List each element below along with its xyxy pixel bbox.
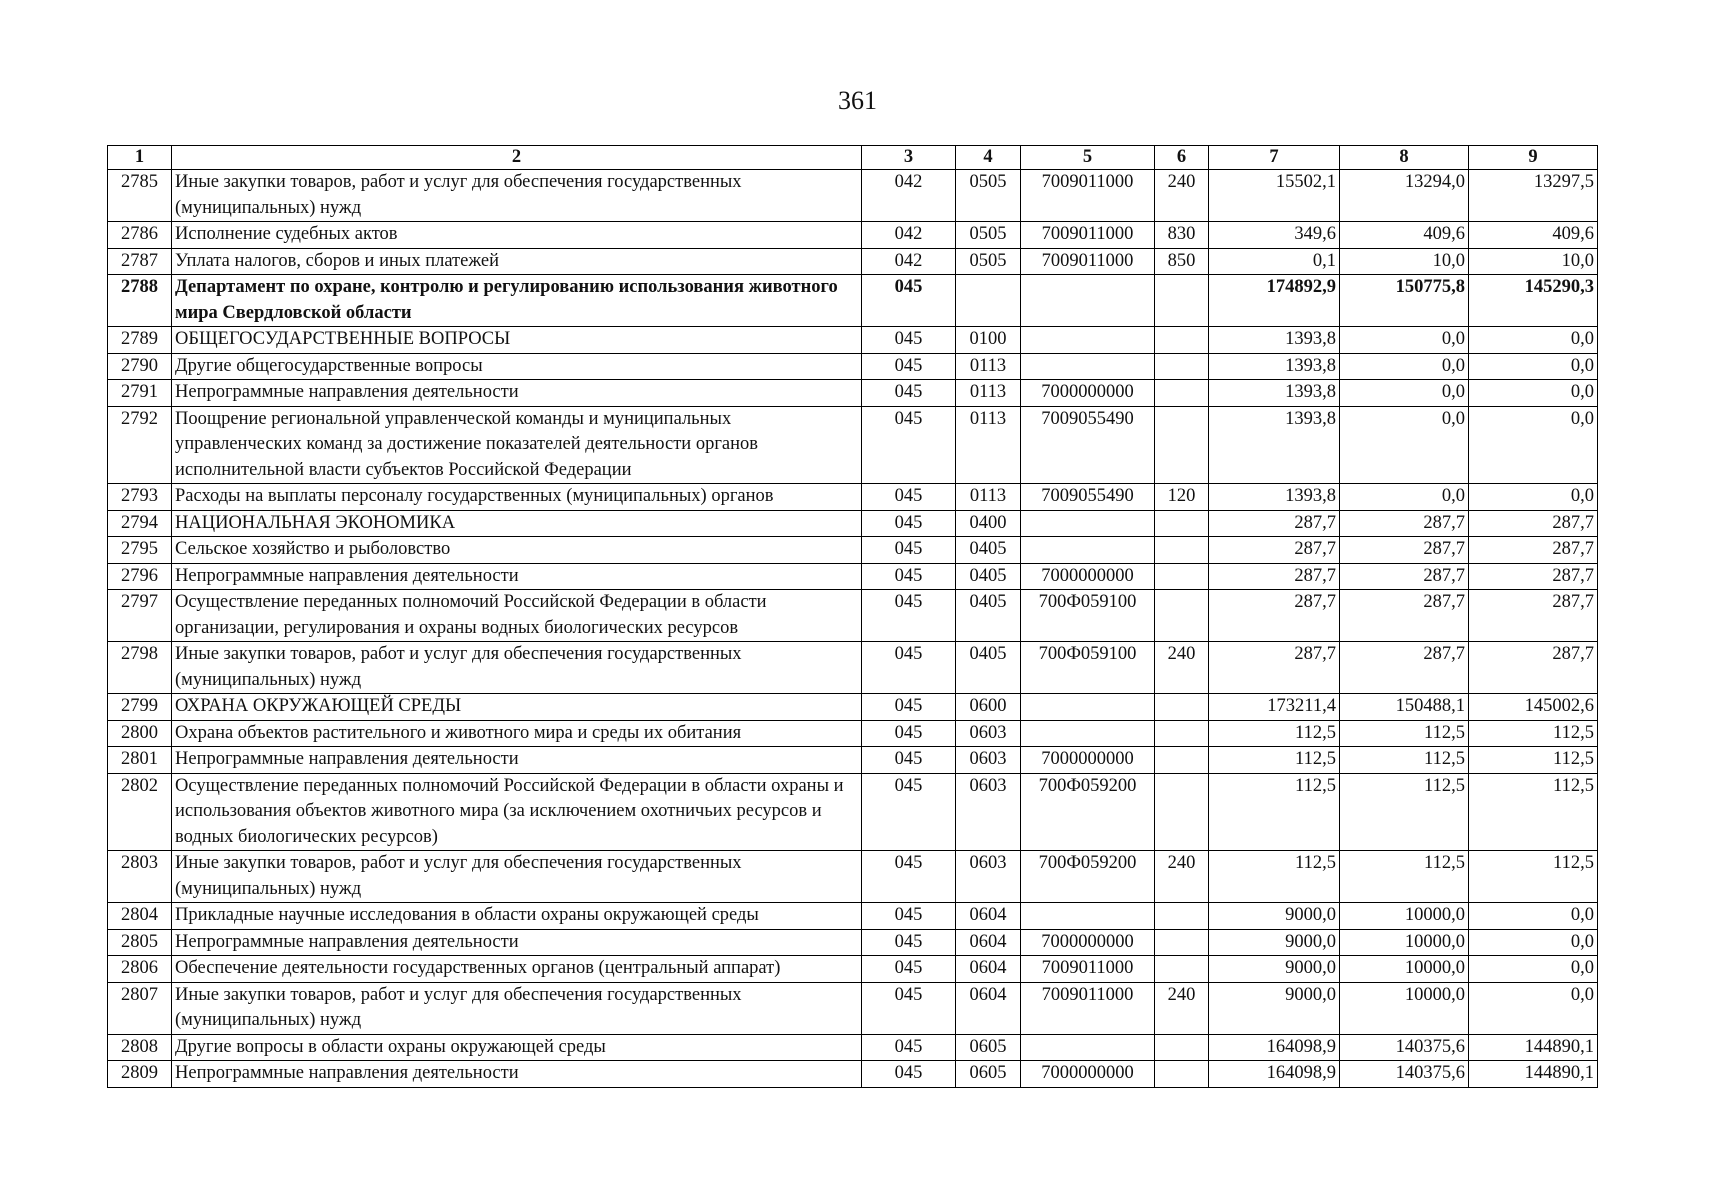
item-name-cell: Департамент по охране, контролю и регулированию использования животного мира Свердловской области [172, 275, 862, 327]
amount-col9-cell: 0,0 [1469, 484, 1598, 511]
item-name-cell: Другие общегосударственные вопросы [172, 353, 862, 380]
target-code-cell: 700Ф059100 [1021, 590, 1155, 642]
column-header: 4 [956, 146, 1021, 170]
target-code-cell: 7000000000 [1021, 380, 1155, 407]
target-code-cell [1021, 510, 1155, 537]
amount-col7-cell: 9000,0 [1209, 929, 1340, 956]
amount-col7-cell: 112,5 [1209, 747, 1340, 774]
section-code-cell: 0603 [956, 747, 1021, 774]
section-code-cell: 0605 [956, 1061, 1021, 1088]
table-row [108, 773, 1598, 851]
ministry-code-cell: 045 [862, 642, 956, 694]
amount-col9-cell: 112,5 [1469, 851, 1598, 903]
expense-type-cell [1155, 956, 1209, 983]
section-code-cell: 0603 [956, 720, 1021, 747]
row-number-cell: 2798 [108, 642, 172, 694]
expense-type-cell [1155, 275, 1209, 327]
section-code-cell: 0604 [956, 956, 1021, 983]
amount-col8-cell: 10,0 [1340, 248, 1469, 275]
column-header: 1 [108, 146, 172, 170]
row-number-cell: 2795 [108, 537, 172, 564]
expense-type-cell [1155, 590, 1209, 642]
item-name-cell: Осуществление переданных полномочий Российской Федерации в области организации, регулирования и охраны водных биологических ресурсов [172, 590, 862, 642]
amount-col7-cell: 173211,4 [1209, 694, 1340, 721]
amount-col8-cell: 140375,6 [1340, 1034, 1469, 1061]
row-number-cell: 2809 [108, 1061, 172, 1088]
item-name-cell: Непрограммные направления деятельности [172, 563, 862, 590]
amount-col7-cell: 174892,9 [1209, 275, 1340, 327]
amount-col9-cell: 112,5 [1469, 720, 1598, 747]
column-header: 5 [1021, 146, 1155, 170]
expense-type-cell [1155, 1034, 1209, 1061]
amount-col8-cell: 287,7 [1340, 590, 1469, 642]
table-row [108, 851, 1598, 903]
row-number-cell: 2788 [108, 275, 172, 327]
target-code-cell: 7009011000 [1021, 248, 1155, 275]
row-number-cell: 2808 [108, 1034, 172, 1061]
amount-col8-cell: 0,0 [1340, 484, 1469, 511]
target-code-cell [1021, 327, 1155, 354]
section-code-cell: 0505 [956, 248, 1021, 275]
column-header: 7 [1209, 146, 1340, 170]
table-row [108, 1061, 1598, 1088]
column-header: 8 [1340, 146, 1469, 170]
table-row [108, 537, 1598, 564]
table-row [108, 248, 1598, 275]
row-number-cell: 2806 [108, 956, 172, 983]
table-row [108, 590, 1598, 642]
expense-type-cell [1155, 903, 1209, 930]
item-name-cell: Охрана объектов растительного и животного мира и среды их обитания [172, 720, 862, 747]
column-header: 2 [172, 146, 862, 170]
section-code-cell [956, 275, 1021, 327]
target-code-cell: 700Ф059100 [1021, 642, 1155, 694]
target-code-cell [1021, 694, 1155, 721]
section-code-cell: 0603 [956, 851, 1021, 903]
target-code-cell [1021, 353, 1155, 380]
item-name-cell: Иные закупки товаров, работ и услуг для обеспечения государственных (муниципальных) нужд [172, 642, 862, 694]
ministry-code-cell: 045 [862, 773, 956, 851]
target-code-cell: 700Ф059200 [1021, 773, 1155, 851]
amount-col7-cell: 1393,8 [1209, 484, 1340, 511]
section-code-cell: 0100 [956, 327, 1021, 354]
expense-type-cell [1155, 720, 1209, 747]
section-code-cell: 0113 [956, 353, 1021, 380]
section-code-cell: 0604 [956, 929, 1021, 956]
section-code-cell: 0505 [956, 170, 1021, 222]
ministry-code-cell: 045 [862, 747, 956, 774]
row-number-cell: 2797 [108, 590, 172, 642]
target-code-cell: 7000000000 [1021, 929, 1155, 956]
target-code-cell [1021, 537, 1155, 564]
amount-col9-cell: 112,5 [1469, 747, 1598, 774]
target-code-cell: 7000000000 [1021, 1061, 1155, 1088]
column-header: 3 [862, 146, 956, 170]
row-number-cell: 2787 [108, 248, 172, 275]
table-row [108, 170, 1598, 222]
table-row [108, 327, 1598, 354]
table-row [108, 380, 1598, 407]
target-code-cell [1021, 720, 1155, 747]
amount-col9-cell: 287,7 [1469, 590, 1598, 642]
amount-col7-cell: 9000,0 [1209, 903, 1340, 930]
target-code-cell: 7009055490 [1021, 406, 1155, 484]
amount-col8-cell: 0,0 [1340, 353, 1469, 380]
amount-col9-cell: 0,0 [1469, 380, 1598, 407]
amount-col9-cell: 144890,1 [1469, 1034, 1598, 1061]
amount-col8-cell: 10000,0 [1340, 982, 1469, 1034]
table-row [108, 1034, 1598, 1061]
column-header: 6 [1155, 146, 1209, 170]
amount-col9-cell: 287,7 [1469, 510, 1598, 537]
section-code-cell: 0113 [956, 406, 1021, 484]
section-code-cell: 0405 [956, 537, 1021, 564]
item-name-cell: Осуществление переданных полномочий Российской Федерации в области охраны и использования объектов животного мира (за исключением охотничьих ресурсов и водных биологических ресурсов) [172, 773, 862, 851]
expense-type-cell [1155, 353, 1209, 380]
ministry-code-cell: 045 [862, 590, 956, 642]
row-number-cell: 2789 [108, 327, 172, 354]
amount-col8-cell: 287,7 [1340, 537, 1469, 564]
amount-col9-cell: 0,0 [1469, 353, 1598, 380]
item-name-cell: Иные закупки товаров, работ и услуг для обеспечения государственных (муниципальных) нужд [172, 170, 862, 222]
expense-type-cell: 240 [1155, 170, 1209, 222]
table-row [108, 484, 1598, 511]
ministry-code-cell: 045 [862, 380, 956, 407]
row-number-cell: 2791 [108, 380, 172, 407]
expense-type-cell: 830 [1155, 222, 1209, 249]
target-code-cell: 7009055490 [1021, 484, 1155, 511]
ministry-code-cell: 045 [862, 903, 956, 930]
amount-col9-cell: 112,5 [1469, 773, 1598, 851]
amount-col7-cell: 164098,9 [1209, 1034, 1340, 1061]
section-code-cell: 0505 [956, 222, 1021, 249]
target-code-cell [1021, 903, 1155, 930]
expense-type-cell [1155, 929, 1209, 956]
amount-col9-cell: 145002,6 [1469, 694, 1598, 721]
amount-col8-cell: 409,6 [1340, 222, 1469, 249]
target-code-cell [1021, 1034, 1155, 1061]
expense-type-cell [1155, 380, 1209, 407]
item-name-cell: ОБЩЕГОСУДАРСТВЕННЫЕ ВОПРОСЫ [172, 327, 862, 354]
amount-col7-cell: 0,1 [1209, 248, 1340, 275]
ministry-code-cell: 045 [862, 406, 956, 484]
ministry-code-cell: 045 [862, 484, 956, 511]
amount-col9-cell: 0,0 [1469, 327, 1598, 354]
ministry-code-cell: 042 [862, 248, 956, 275]
amount-col9-cell: 13297,5 [1469, 170, 1598, 222]
amount-col7-cell: 112,5 [1209, 720, 1340, 747]
amount-col7-cell: 287,7 [1209, 510, 1340, 537]
item-name-cell: Иные закупки товаров, работ и услуг для обеспечения государственных (муниципальных) нужд [172, 982, 862, 1034]
expense-type-cell: 240 [1155, 642, 1209, 694]
amount-col8-cell: 10000,0 [1340, 903, 1469, 930]
amount-col7-cell: 287,7 [1209, 642, 1340, 694]
ministry-code-cell: 045 [862, 929, 956, 956]
item-name-cell: Другие вопросы в области охраны окружающей среды [172, 1034, 862, 1061]
amount-col7-cell: 1393,8 [1209, 327, 1340, 354]
row-number-cell: 2793 [108, 484, 172, 511]
table-row [108, 353, 1598, 380]
table-row [108, 406, 1598, 484]
section-code-cell: 0604 [956, 982, 1021, 1034]
ministry-code-cell: 045 [862, 720, 956, 747]
expense-type-cell [1155, 327, 1209, 354]
item-name-cell: Обеспечение деятельности государственных органов (центральный аппарат) [172, 956, 862, 983]
amount-col8-cell: 0,0 [1340, 380, 1469, 407]
amount-col8-cell: 0,0 [1340, 327, 1469, 354]
amount-col8-cell: 112,5 [1340, 851, 1469, 903]
amount-col7-cell: 287,7 [1209, 563, 1340, 590]
amount-col7-cell: 112,5 [1209, 773, 1340, 851]
expense-type-cell [1155, 1061, 1209, 1088]
amount-col7-cell: 287,7 [1209, 537, 1340, 564]
item-name-cell: Исполнение судебных актов [172, 222, 862, 249]
table-row [108, 694, 1598, 721]
table-row [108, 275, 1598, 327]
amount-col9-cell: 0,0 [1469, 929, 1598, 956]
amount-col9-cell: 287,7 [1469, 537, 1598, 564]
table-row [108, 222, 1598, 249]
amount-col8-cell: 10000,0 [1340, 929, 1469, 956]
table-header-row [108, 146, 1598, 170]
item-name-cell: Уплата налогов, сборов и иных платежей [172, 248, 862, 275]
item-name-cell: Непрограммные направления деятельности [172, 747, 862, 774]
amount-col7-cell: 287,7 [1209, 590, 1340, 642]
column-header: 9 [1469, 146, 1598, 170]
table-body [108, 170, 1598, 1088]
amount-col9-cell: 287,7 [1469, 642, 1598, 694]
section-code-cell: 0113 [956, 484, 1021, 511]
row-number-cell: 2785 [108, 170, 172, 222]
section-code-cell: 0605 [956, 1034, 1021, 1061]
ministry-code-cell: 042 [862, 170, 956, 222]
expense-type-cell [1155, 406, 1209, 484]
amount-col7-cell: 1393,8 [1209, 353, 1340, 380]
amount-col7-cell: 164098,9 [1209, 1061, 1340, 1088]
amount-col9-cell: 409,6 [1469, 222, 1598, 249]
ministry-code-cell: 045 [862, 694, 956, 721]
item-name-cell: Поощрение региональной управленческой команды и муниципальных управленческих команд за достижение показателей деятельности органов исполнительной власти субъектов Российской Федерации [172, 406, 862, 484]
amount-col7-cell: 9000,0 [1209, 982, 1340, 1034]
item-name-cell: Прикладные научные исследования в области охраны окружающей среды [172, 903, 862, 930]
row-number-cell: 2792 [108, 406, 172, 484]
budget-table [107, 145, 1598, 1088]
ministry-code-cell: 045 [862, 353, 956, 380]
table-row [108, 510, 1598, 537]
table-row [108, 563, 1598, 590]
target-code-cell: 7009011000 [1021, 222, 1155, 249]
ministry-code-cell: 045 [862, 851, 956, 903]
ministry-code-cell: 045 [862, 275, 956, 327]
expense-type-cell: 850 [1155, 248, 1209, 275]
item-name-cell: Иные закупки товаров, работ и услуг для обеспечения государственных (муниципальных) нужд [172, 851, 862, 903]
expense-type-cell [1155, 747, 1209, 774]
ministry-code-cell: 045 [862, 982, 956, 1034]
amount-col7-cell: 1393,8 [1209, 406, 1340, 484]
table-row [108, 903, 1598, 930]
table-row [108, 956, 1598, 983]
amount-col8-cell: 112,5 [1340, 720, 1469, 747]
amount-col7-cell: 1393,8 [1209, 380, 1340, 407]
section-code-cell: 0113 [956, 380, 1021, 407]
page-number: 361 [838, 86, 877, 115]
amount-col8-cell: 287,7 [1340, 642, 1469, 694]
amount-col8-cell: 112,5 [1340, 773, 1469, 851]
expense-type-cell [1155, 694, 1209, 721]
amount-col8-cell: 140375,6 [1340, 1061, 1469, 1088]
row-number-cell: 2803 [108, 851, 172, 903]
expense-type-cell [1155, 537, 1209, 564]
expense-type-cell: 240 [1155, 851, 1209, 903]
section-code-cell: 0405 [956, 590, 1021, 642]
item-name-cell: Непрограммные направления деятельности [172, 1061, 862, 1088]
target-code-cell: 700Ф059200 [1021, 851, 1155, 903]
table-row [108, 982, 1598, 1034]
amount-col8-cell: 13294,0 [1340, 170, 1469, 222]
ministry-code-cell: 045 [862, 510, 956, 537]
table-row [108, 720, 1598, 747]
amount-col9-cell: 0,0 [1469, 903, 1598, 930]
ministry-code-cell: 045 [862, 1034, 956, 1061]
amount-col9-cell: 0,0 [1469, 956, 1598, 983]
amount-col9-cell: 144890,1 [1469, 1061, 1598, 1088]
item-name-cell: Непрограммные направления деятельности [172, 380, 862, 407]
amount-col8-cell: 150488,1 [1340, 694, 1469, 721]
expense-type-cell: 120 [1155, 484, 1209, 511]
target-code-cell: 7009011000 [1021, 982, 1155, 1034]
row-number-cell: 2790 [108, 353, 172, 380]
item-name-cell: НАЦИОНАЛЬНАЯ ЭКОНОМИКА [172, 510, 862, 537]
section-code-cell: 0604 [956, 903, 1021, 930]
target-code-cell [1021, 275, 1155, 327]
amount-col8-cell: 112,5 [1340, 747, 1469, 774]
row-number-cell: 2802 [108, 773, 172, 851]
ministry-code-cell: 045 [862, 563, 956, 590]
amount-col9-cell: 145290,3 [1469, 275, 1598, 327]
amount-col7-cell: 15502,1 [1209, 170, 1340, 222]
ministry-code-cell: 045 [862, 956, 956, 983]
ministry-code-cell: 042 [862, 222, 956, 249]
amount-col7-cell: 112,5 [1209, 851, 1340, 903]
target-code-cell: 7009011000 [1021, 170, 1155, 222]
expense-type-cell: 240 [1155, 982, 1209, 1034]
section-code-cell: 0405 [956, 563, 1021, 590]
expense-type-cell [1155, 563, 1209, 590]
row-number-cell: 2786 [108, 222, 172, 249]
table-row [108, 929, 1598, 956]
amount-col9-cell: 287,7 [1469, 563, 1598, 590]
target-code-cell: 7000000000 [1021, 747, 1155, 774]
target-code-cell: 7000000000 [1021, 563, 1155, 590]
amount-col7-cell: 349,6 [1209, 222, 1340, 249]
section-code-cell: 0405 [956, 642, 1021, 694]
amount-col8-cell: 150775,8 [1340, 275, 1469, 327]
row-number-cell: 2796 [108, 563, 172, 590]
item-name-cell: ОХРАНА ОКРУЖАЮЩЕЙ СРЕДЫ [172, 694, 862, 721]
expense-type-cell [1155, 510, 1209, 537]
row-number-cell: 2804 [108, 903, 172, 930]
amount-col8-cell: 10000,0 [1340, 956, 1469, 983]
item-name-cell: Расходы на выплаты персоналу государственных (муниципальных) органов [172, 484, 862, 511]
section-code-cell: 0400 [956, 510, 1021, 537]
item-name-cell: Сельское хозяйство и рыболовство [172, 537, 862, 564]
ministry-code-cell: 045 [862, 327, 956, 354]
amount-col9-cell: 0,0 [1469, 982, 1598, 1034]
amount-col7-cell: 9000,0 [1209, 956, 1340, 983]
item-name-cell: Непрограммные направления деятельности [172, 929, 862, 956]
section-code-cell: 0600 [956, 694, 1021, 721]
ministry-code-cell: 045 [862, 1061, 956, 1088]
row-number-cell: 2801 [108, 747, 172, 774]
amount-col9-cell: 10,0 [1469, 248, 1598, 275]
row-number-cell: 2794 [108, 510, 172, 537]
section-code-cell: 0603 [956, 773, 1021, 851]
amount-col8-cell: 287,7 [1340, 510, 1469, 537]
row-number-cell: 2800 [108, 720, 172, 747]
expense-type-cell [1155, 773, 1209, 851]
row-number-cell: 2805 [108, 929, 172, 956]
table-row [108, 747, 1598, 774]
table-row [108, 642, 1598, 694]
amount-col8-cell: 287,7 [1340, 563, 1469, 590]
target-code-cell: 7009011000 [1021, 956, 1155, 983]
amount-col8-cell: 0,0 [1340, 406, 1469, 484]
row-number-cell: 2807 [108, 982, 172, 1034]
row-number-cell: 2799 [108, 694, 172, 721]
amount-col9-cell: 0,0 [1469, 406, 1598, 484]
ministry-code-cell: 045 [862, 537, 956, 564]
